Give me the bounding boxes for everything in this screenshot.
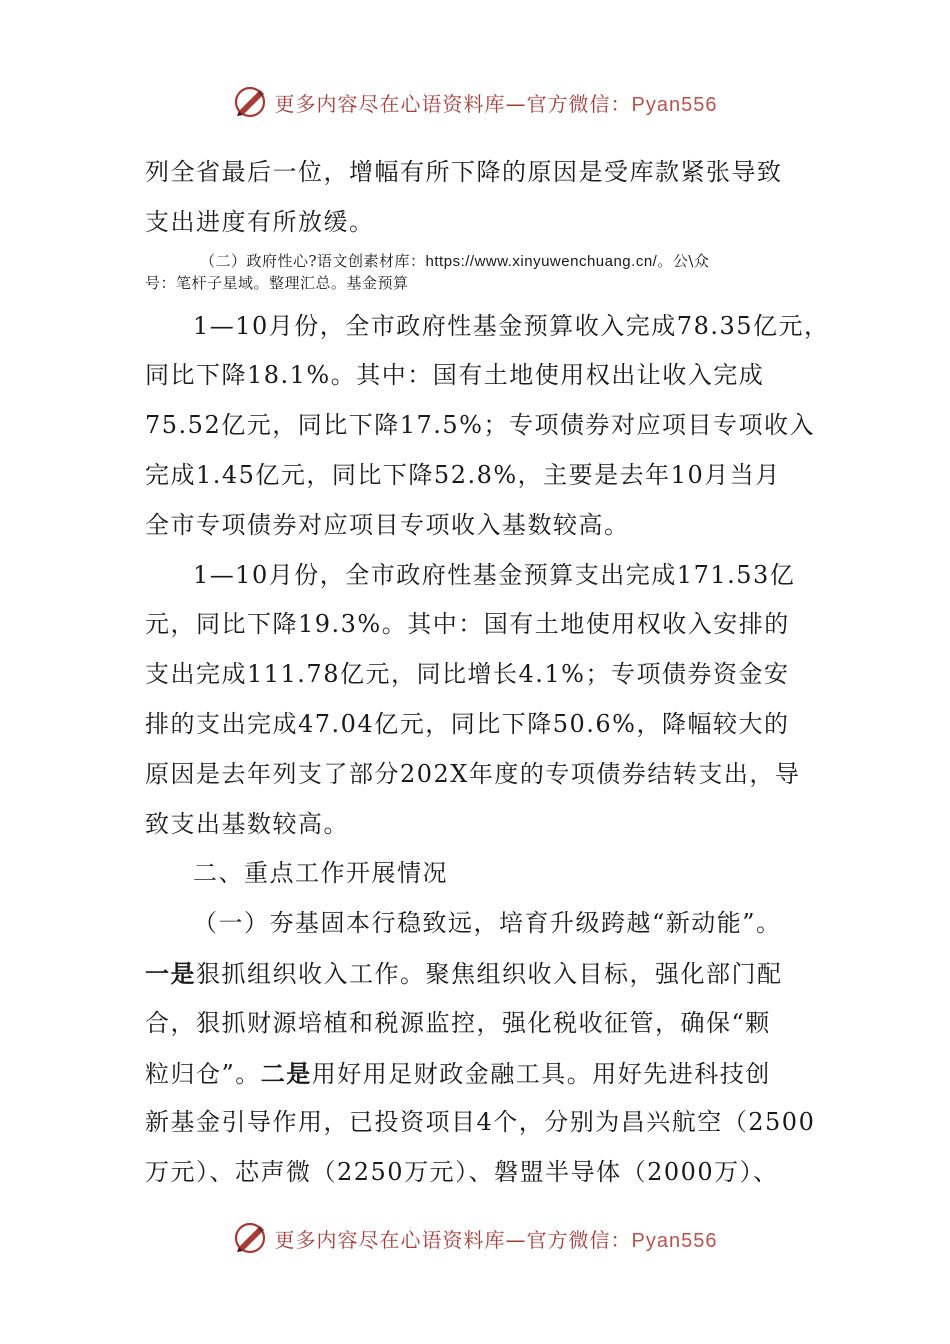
watermark-text: 更多内容尽在心语资料库—官方微信：Pyan556 xyxy=(274,1227,718,1252)
note-url: https://www.xinyuwenchuang.cn/ xyxy=(425,252,658,270)
text-line: 万元）、芯声微（2250万元）、磐盟半导体（2000万）、 xyxy=(145,1158,779,1187)
text-line: 支出完成111.78亿元，同比增长4.1%；专项债券资金安 xyxy=(145,660,790,689)
text-line: 元，同比下降19.3%。其中：国有土地使用权收入安排的 xyxy=(145,610,790,639)
text-line: 1—10月份，全市政府性基金预算支出完成171.53亿 xyxy=(193,560,796,589)
text-line: 粒归仓”。二是用好用足财政金融工具。用好先进科技创 xyxy=(145,1058,771,1088)
text-line: 1—10月份，全市政府性基金预算收入完成78.35亿元， xyxy=(193,311,830,340)
text-line: 排的支出完成47.04亿元，同比下降50.6%，降幅较大的 xyxy=(145,709,790,738)
text-line: 一是狠抓组织收入工作。聚焦组织收入目标，强化部门配 xyxy=(145,958,783,988)
text-line: 支出进度有所放缓。 xyxy=(145,207,375,236)
text-line: 致支出基数较高。 xyxy=(145,809,349,838)
text-line: 完成1.45亿元，同比下降52.8%，主要是去年10月当月 xyxy=(145,460,781,489)
pen-logo-icon xyxy=(233,1221,267,1255)
inserted-note xyxy=(145,250,815,294)
text-line: 同比下降18.1%。其中：国有土地使用权出让收入完成 xyxy=(145,361,765,390)
footer-watermark xyxy=(0,1218,950,1258)
note-line: （二）政府性心?语文创素材库：https://www.xinyuwenchuang.cn/。公\众 xyxy=(200,251,710,270)
section-heading: 二、重点工作开展情况 xyxy=(193,859,448,888)
sub-heading: （一）夯基固本行稳致远，培育升级跨越“新动能”。 xyxy=(193,909,782,938)
text-line: 75.52亿元，同比下降17.5%；专项债券对应项目专项收入 xyxy=(145,411,815,440)
pen-logo-icon xyxy=(233,85,267,119)
note-line: 号：笔杆子星域。整理汇总。基金预算 xyxy=(145,273,409,292)
watermark-text: 更多内容尽在心语资料库—官方微信：Pyan556 xyxy=(274,91,718,116)
header-watermark xyxy=(0,82,950,122)
text-line: 原因是去年列支了部分202X年度的专项债券结转支出，导 xyxy=(145,759,801,788)
text-line: 全市专项债券对应项目专项收入基数较高。 xyxy=(145,510,630,539)
text-line: 列全省最后一位，增幅有所下降的原因是受库款紧张导致 xyxy=(145,158,783,186)
text-line: 合，狠抓财源培植和税源监控，强化税收征管，确保“颗 xyxy=(145,1008,771,1037)
document-body xyxy=(145,148,830,1198)
text-line: 新基金引导作用，已投资项目4个，分别为昌兴航空（2500 xyxy=(145,1108,816,1137)
